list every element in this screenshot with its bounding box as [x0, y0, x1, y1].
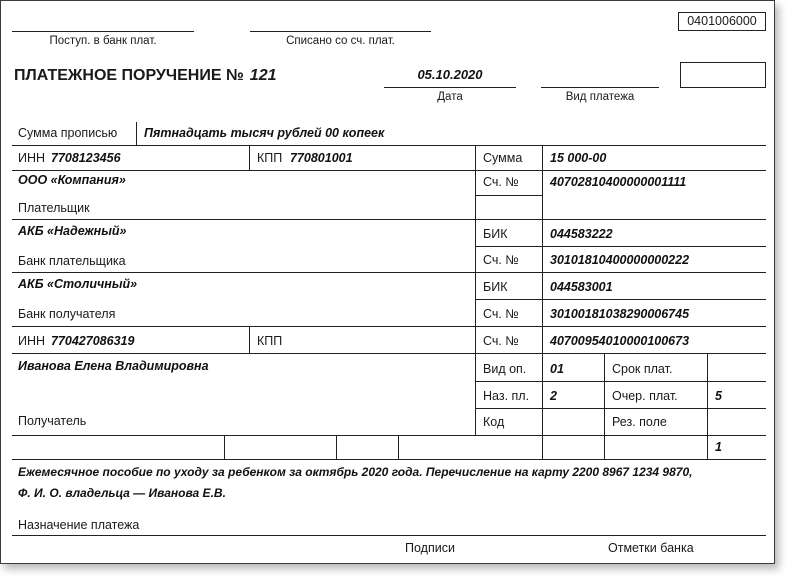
debited-label: Списано со сч. плат.	[286, 35, 395, 47]
payee-bank-label: Банк получателя	[18, 307, 116, 321]
date-line	[384, 87, 516, 88]
priority-label: Очер. плат.	[612, 389, 678, 403]
payment-type-label: Вид платежа	[565, 91, 635, 103]
row-line	[12, 326, 766, 327]
payer-account: 40702810400000001111	[550, 175, 687, 189]
received-line	[12, 31, 194, 32]
op-type: 01	[550, 362, 564, 376]
row-line	[12, 535, 766, 536]
tax-cell: 1	[715, 440, 722, 454]
payer-bank-label: Банк плательщика	[18, 254, 126, 268]
col-line	[224, 435, 225, 459]
row-line	[12, 170, 766, 171]
payer-kpp: 770801001	[290, 151, 353, 165]
code-label: Код	[483, 415, 505, 429]
op-type-label: Вид оп.	[483, 362, 527, 376]
payer-bik-label: БИК	[483, 227, 508, 241]
payee-bank-account: 30100181038290006745	[550, 307, 690, 321]
payee-role-label: Получатель	[18, 414, 87, 428]
col-line	[249, 145, 250, 170]
payer-role-label: Плательщик	[18, 201, 90, 215]
date-value: 05.10.2020	[417, 67, 483, 82]
row-line	[12, 353, 766, 354]
payee-kpp-label: КПП	[257, 334, 283, 348]
page-title	[14, 67, 277, 85]
payer-kpp-label: КПП	[257, 151, 283, 165]
payer-inn: 7708123456	[51, 151, 121, 165]
amount-words-value: Пятнадцать тысяч рублей 00 копеек	[144, 126, 385, 140]
form-code-box: 0401006000	[678, 12, 766, 31]
payee-account: 40700954010000100673	[550, 334, 690, 348]
row-line	[475, 408, 766, 409]
row-line	[12, 219, 766, 220]
title-text: ПЛАТЕЖНОЕ ПОРУЧЕНИЕ №	[14, 67, 244, 84]
purpose-code: 2	[550, 389, 557, 403]
payee-name: Иванова Елена Владимировна	[18, 359, 209, 373]
priority-value: 5	[715, 389, 722, 403]
payee-inn: 770427086319	[51, 334, 135, 348]
purpose-label: Назначение платежа	[18, 518, 140, 532]
payer-bank-account: 30101810400000000222	[550, 253, 690, 267]
date-label: Дата	[437, 91, 463, 103]
row-line	[475, 381, 766, 382]
payee-bank-account-label: Сч. №	[483, 307, 519, 321]
debited-line	[250, 31, 431, 32]
amount-words-divider	[136, 122, 137, 145]
signatures-label: Подписи	[405, 541, 455, 555]
row-line	[12, 459, 766, 460]
payee-bank-name: АКБ «Столичный»	[18, 277, 138, 291]
payer-inn-label: ИНН	[18, 151, 46, 165]
payee-account-label: Сч. №	[483, 334, 519, 348]
row-line	[12, 145, 766, 146]
col-line	[249, 326, 250, 353]
purpose-line-2: Ф. И. О. владельца — Иванова Е.В.	[18, 486, 226, 500]
payer-bank-account-label: Сч. №	[483, 253, 519, 267]
payment-type-line	[541, 87, 659, 88]
col-line	[604, 353, 605, 459]
order-number: 121	[249, 67, 277, 84]
payee-bik: 044583001	[550, 280, 613, 294]
empty-code-box	[680, 62, 766, 88]
payer-bank-name: АКБ «Надежный»	[18, 224, 127, 238]
received-label: Поступ. в банк плат.	[49, 35, 157, 47]
row-line	[12, 435, 766, 436]
sum-value: 15 000-00	[550, 151, 607, 165]
col-line	[707, 353, 708, 459]
row-line	[475, 246, 766, 247]
sum-label: Сумма	[483, 151, 523, 165]
term-label: Срок плат.	[612, 362, 673, 376]
purpose-code-label: Наз. пл.	[483, 389, 530, 403]
col-line	[475, 145, 476, 435]
payee-bik-label: БИК	[483, 280, 508, 294]
reserve-label: Рез. поле	[612, 415, 667, 429]
amount-words-label: Сумма прописью	[18, 126, 118, 140]
payer-account-label: Сч. №	[483, 175, 519, 189]
payee-inn-label: ИНН	[18, 334, 46, 348]
col-line	[398, 435, 399, 459]
row-line	[475, 299, 766, 300]
col-line	[542, 145, 543, 459]
col-line	[336, 435, 337, 459]
row-line	[12, 272, 766, 273]
bank-marks-label: Отметки банка	[608, 541, 694, 555]
row-line	[475, 195, 542, 196]
payer-name: ООО «Компания»	[18, 173, 126, 187]
purpose-line-1: Ежемесячное пособие по уходу за ребенком за октябрь 2020 года. Перечисление на карту 2200 8967 1234 9870,	[18, 465, 693, 479]
payer-bik: 044583222	[550, 227, 613, 241]
